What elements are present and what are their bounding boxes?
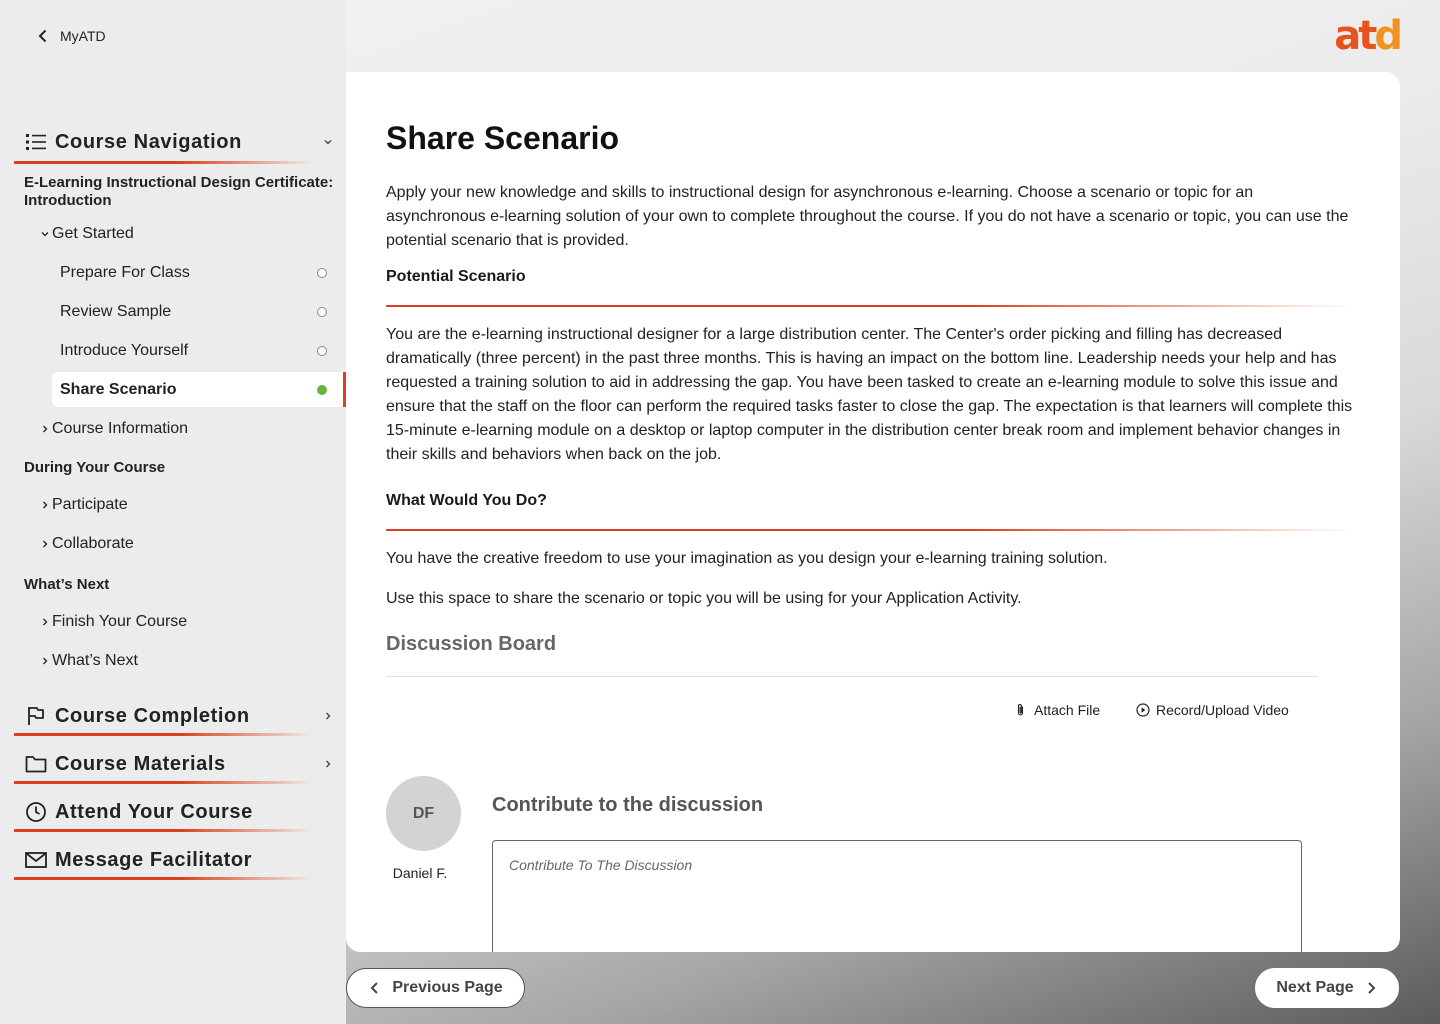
tree-item-label: Prepare For Class	[60, 263, 190, 281]
status-dot-icon	[317, 268, 327, 278]
play-circle-icon	[1136, 703, 1150, 717]
tree-item-share-scenario[interactable]	[52, 372, 346, 407]
chevron-right-icon	[40, 424, 50, 434]
back-link-label: MyATD	[60, 28, 106, 44]
tree-course-information-label: Course Information	[52, 419, 189, 437]
flag-icon	[23, 703, 49, 729]
status-dot-icon	[317, 307, 327, 317]
tree-get-started[interactable]	[0, 214, 346, 253]
tree-item-label: Review Sample	[60, 302, 172, 320]
chevron-down-icon	[322, 136, 334, 148]
tree-finish-your-course-label: Finish Your Course	[52, 612, 188, 630]
tree-item-introduce-yourself[interactable]	[0, 331, 346, 370]
course-materials-header[interactable]	[14, 744, 340, 784]
record-upload-video-button[interactable]	[1136, 699, 1289, 721]
intro-text: Apply your new knowledge and skills to instructional design for asynchronous e-learning. Choose a scenario or topic for an asynchronous e-learning solution of your own to complete throughout the course. If you do not have a scenario or topic, you can use the potential scenario that is provided.	[386, 184, 1349, 249]
course-navigation-header[interactable]	[14, 120, 340, 164]
attach-file-button[interactable]	[1014, 699, 1100, 721]
course-completion-title: Course Completion	[55, 704, 250, 727]
chevron-right-icon	[40, 539, 50, 549]
tree-whats-next-label: What’s Next	[52, 651, 138, 669]
tree-whats-next[interactable]	[0, 639, 346, 682]
record-upload-video-label: Record/Upload Video	[1156, 702, 1289, 718]
divider	[386, 676, 1318, 677]
chevron-right-icon	[40, 617, 50, 627]
tree-item-label: Introduce Yourself	[60, 341, 189, 359]
status-dot-icon	[317, 346, 327, 356]
chevron-right-icon	[322, 710, 334, 722]
paperclip-icon	[1014, 703, 1028, 717]
what-would-you-do-heading: What Would You Do?	[386, 492, 547, 509]
chevron-right-icon	[40, 656, 50, 666]
tree-item-label: Share Scenario	[60, 380, 177, 398]
chevron-right-icon	[1364, 981, 1378, 995]
logo-text-a: at	[1334, 13, 1375, 59]
course-sidebar	[0, 120, 346, 880]
mail-icon	[23, 847, 49, 873]
contribute-heading: Contribute to the discussion	[492, 794, 764, 816]
divider	[386, 529, 1356, 531]
group-whats-next: What’s Next	[24, 576, 110, 593]
creative-freedom-text: You have the creative freedom to use your imagination as you design your e-learning training solution.	[386, 550, 1108, 567]
potential-scenario-heading: Potential Scenario	[386, 268, 526, 285]
tree-collaborate[interactable]	[0, 522, 346, 565]
folder-icon	[23, 751, 49, 777]
tree-course-information[interactable]	[0, 409, 346, 448]
course-completion-header[interactable]	[14, 696, 340, 736]
chevron-right-icon	[322, 758, 334, 770]
tree-finish-your-course[interactable]	[0, 604, 346, 639]
course-title: E-Learning Instructional Design Certificate: Introduction	[24, 174, 334, 209]
course-materials-title: Course Materials	[55, 752, 226, 775]
previous-page-button[interactable]	[346, 968, 525, 1008]
group-during-your-course: During Your Course	[24, 459, 166, 476]
tree-item-review-sample[interactable]	[0, 292, 346, 331]
tree-participate-label: Participate	[52, 495, 128, 513]
previous-page-label: Previous Page	[392, 979, 503, 996]
user-name: Daniel F.	[392, 865, 448, 881]
attach-file-label: Attach File	[1034, 702, 1101, 718]
attend-your-course-header[interactable]	[14, 792, 340, 832]
logo-text-b: d	[1374, 13, 1400, 59]
potential-scenario-text: You are the e-learning instructional designer for a large distribution center. The Center's order picking and filling has decreased dramatically (three percent) in the past three months. This is having an impact on the bottom line. Leadership needs your help and has requested a training solution to aid in addressing the gap. You have been tasked to create an e-learning module to solve this issue and ensure that the staff on the floor can perform the required tasks faster to close the gap. The expectation is that learners will complete this 15-minute e-learning module on a desktop or laptop computer in the distribution center break room and implement behavior changes in their skills and behaviors when back on the job.	[386, 326, 1353, 463]
tree-get-started-label: Get Started	[52, 224, 134, 242]
back-to-myatd-link[interactable]	[36, 26, 106, 46]
active-dot-icon	[317, 385, 327, 395]
attend-your-course-title: Attend Your Course	[55, 800, 253, 823]
discussion-board-title: Discussion Board	[386, 633, 557, 655]
tree-collaborate-label: Collaborate	[52, 534, 134, 552]
chevron-left-icon	[36, 29, 50, 43]
chevron-left-icon	[368, 981, 382, 995]
avatar	[386, 776, 461, 851]
message-facilitator-title: Message Facilitator	[55, 848, 253, 871]
tree-participate[interactable]	[0, 487, 346, 522]
avatar-initials: DF	[412, 804, 435, 822]
chevron-down-icon	[40, 229, 50, 239]
list-icon	[23, 129, 49, 155]
use-space-text: Use this space to share the scenario or topic you will be using for your Application Activity.	[386, 590, 1022, 607]
chevron-right-icon	[40, 500, 50, 510]
discussion-input[interactable]	[492, 840, 1302, 952]
divider	[386, 305, 1356, 307]
message-facilitator-header[interactable]	[14, 840, 340, 880]
clock-icon	[23, 799, 49, 825]
content-card	[346, 72, 1400, 952]
page-title: Share Scenario	[386, 120, 619, 156]
next-page-button[interactable]	[1255, 968, 1399, 1008]
tree-item-prepare-for-class[interactable]	[0, 253, 346, 292]
course-navigation-title: Course Navigation	[55, 130, 242, 153]
next-page-label: Next Page	[1276, 979, 1354, 996]
atd-logo	[1334, 14, 1400, 58]
